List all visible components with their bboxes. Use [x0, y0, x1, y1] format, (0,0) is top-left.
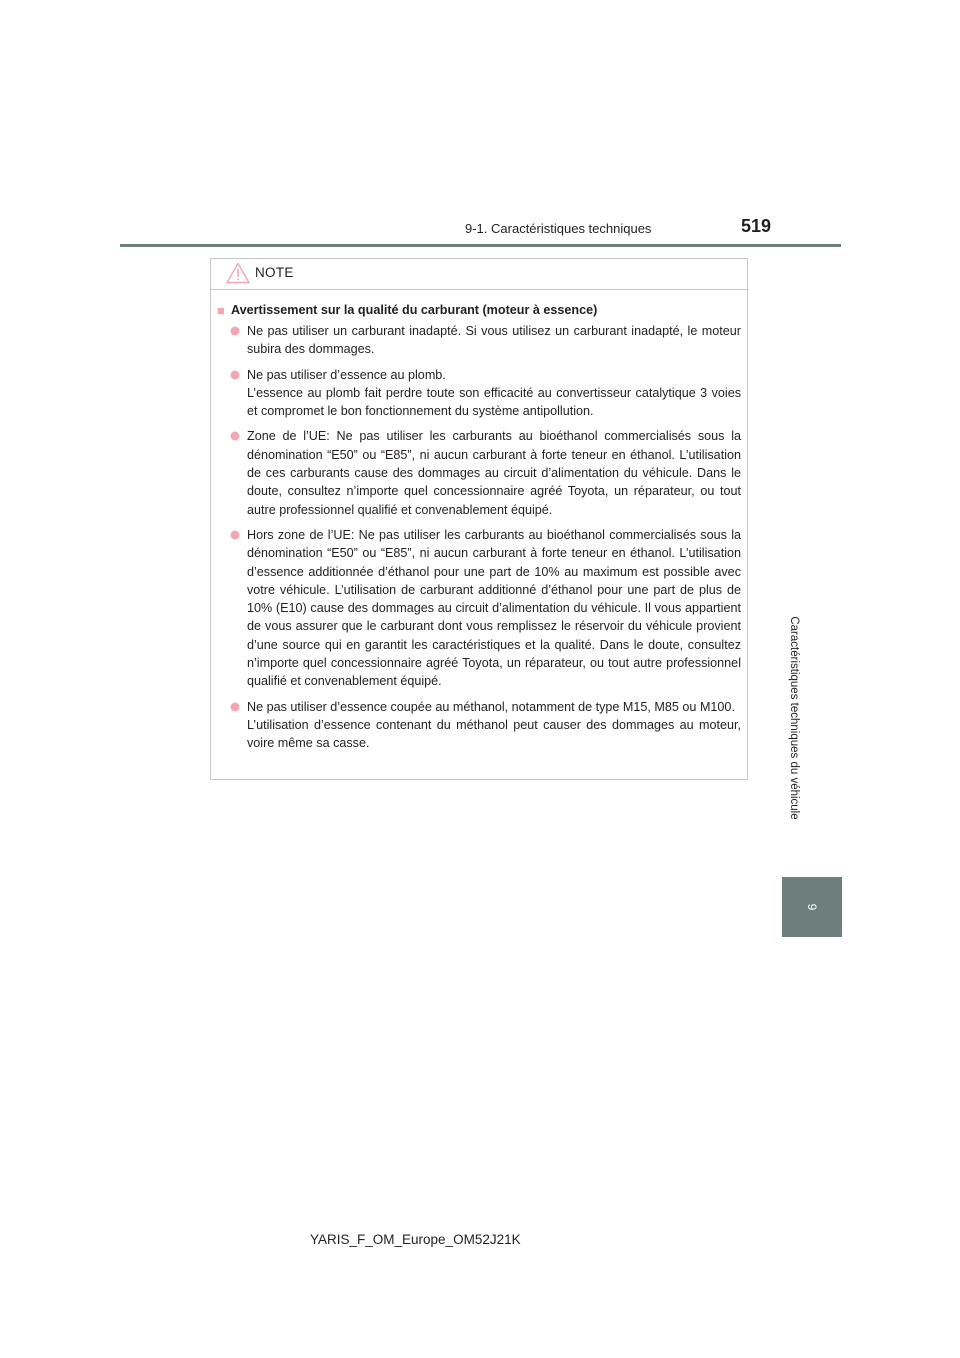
- list-item-text: [247, 366, 741, 421]
- round-bullet-icon: [231, 370, 240, 379]
- document-code: YARIS_F_OM_Europe_OM52J21K: [310, 1232, 521, 1247]
- round-bullet-icon: [231, 327, 240, 336]
- section-heading: [217, 302, 741, 319]
- note-box: [210, 258, 748, 780]
- note-title: NOTE: [255, 265, 294, 280]
- header-divider: [120, 244, 841, 247]
- side-chapter-label-text: Caractéristiques techniques du véhicule: [788, 616, 800, 820]
- side-chapter-label: [783, 568, 805, 868]
- note-item-list: [217, 322, 741, 753]
- paragraph: Ne pas utiliser un carburant inadapté. Si vous utilisez un carburant inadapté, le moteur subira des dommages.: [247, 324, 741, 357]
- page-number: 519: [741, 216, 772, 236]
- paragraph: Hors zone de l’UE: Ne pas utiliser les carburants au bioéthanol commercialisés sous la dénomination “E50” ou “E85”, ni aucun carburant à forte teneur en éthanol. L’utilisation d’essence additionnée d’éthanol pour une part de 10% au maximum est possible avec votre véhicule. L’utilisation de carburant additionné d’éthanol pour une part de plus de 10% (E10) cause des dommages au circuit d’alimentation du véhicule. Il vous appartient de vous assurer que le carburant dont vous remplissez le réservoir du véhicule provient d’une source qui en garantit les caractéristiques et la qualité. Dans le doute, consultez n’importe quel concessionnaire agréé Toyota, un réparateur, ou tout autre professionnel qualifié et convenablement équipé.: [247, 527, 741, 689]
- list-item: [229, 427, 741, 518]
- note-header: [211, 259, 747, 290]
- chapter-number: 9: [805, 903, 819, 911]
- section-heading-text: Avertissement sur la qualité du carburant (moteur à essence): [231, 303, 598, 317]
- list-item-text: [247, 427, 741, 518]
- round-bullet-icon: [231, 702, 240, 711]
- paragraph: Zone de l’UE: Ne pas utiliser les carburants au bioéthanol commercialisés sous la dénomination “E50” ou “E85”, ni aucun carburant à forte teneur en éthanol. L’utilisation de ces carburants cause des dommages au circuit d’alimentation du véhicule. Dans le doute, consultez n’importe quel concessionnaire agréé Toyota, un réparateur, ou tout autre professionnel qualifié et convenablement équipé.: [247, 429, 741, 517]
- list-item: [229, 366, 741, 421]
- list-item-text: [247, 698, 741, 753]
- chapter-tab: [782, 877, 842, 937]
- section-label: 9-1. Caractéristiques techniques: [465, 221, 652, 236]
- paragraph: Ne pas utiliser d’essence au plomb.: [247, 367, 446, 382]
- paragraph: L’utilisation d’essence contenant du méthanol peut causer des dommages au moteur, voire même sa casse.: [247, 717, 741, 751]
- list-item-text: [247, 322, 741, 359]
- round-bullet-icon: [231, 530, 240, 539]
- list-item-text: [247, 526, 741, 691]
- note-body: [211, 290, 747, 753]
- list-item: [229, 322, 741, 359]
- paragraph: Ne pas utiliser d’essence coupée au méthanol, notamment de type M15, M85 ou M100.: [247, 699, 735, 714]
- paragraph: L’essence au plomb fait perdre toute son efficacité au convertisseur catalytique 3 voies et compromet le bon fonctionnement du système antipollution.: [247, 385, 741, 419]
- warning-triangle-icon: [226, 262, 250, 284]
- square-bullet-icon: ■: [217, 303, 225, 318]
- list-item: [229, 526, 741, 691]
- round-bullet-icon: [231, 432, 240, 441]
- list-item: [229, 698, 741, 753]
